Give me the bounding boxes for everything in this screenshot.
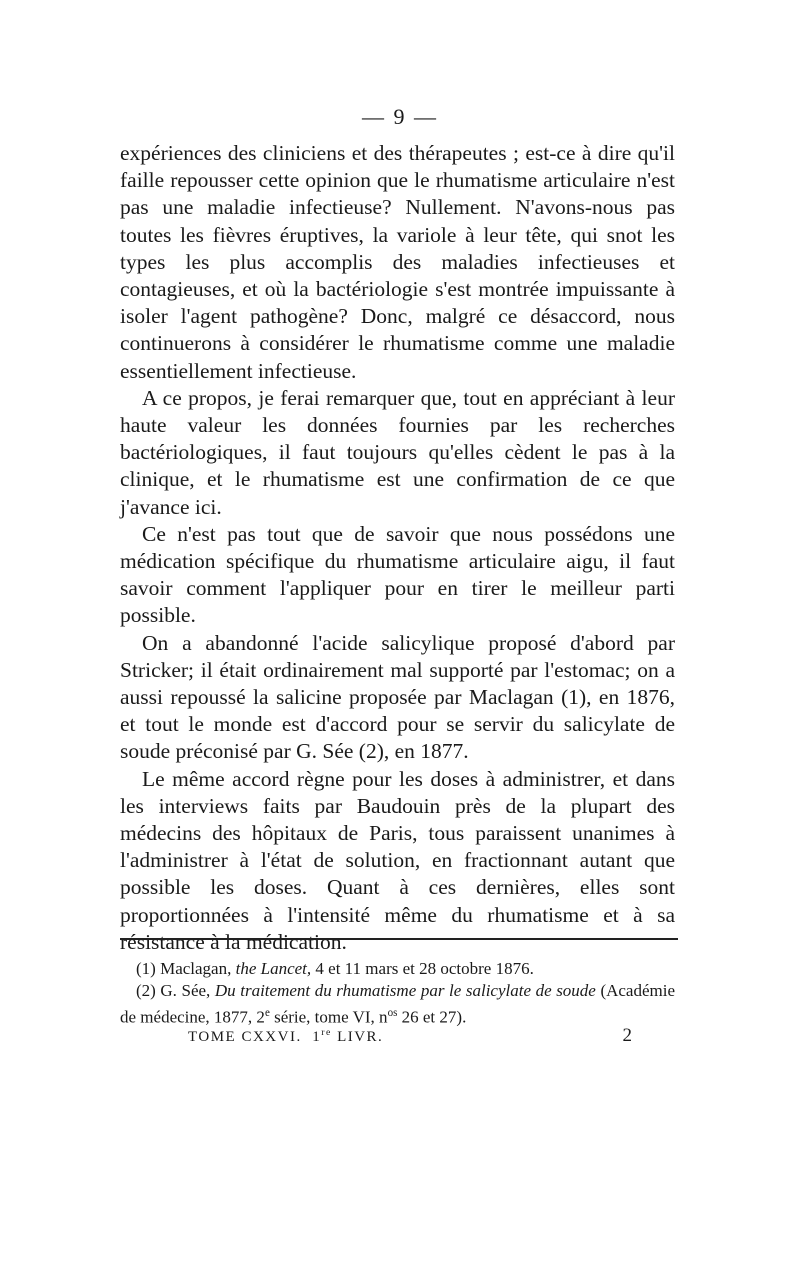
signature-line	[188, 1025, 632, 1047]
signature-tome: TOME CXXVI.	[188, 1029, 302, 1045]
footnote-divider	[120, 938, 678, 940]
footnote-1	[120, 958, 675, 980]
footnote-details: 4 et 11 mars et 28 octobre 1876.	[315, 959, 534, 978]
footnote-details: 26 et 27).	[401, 1007, 467, 1027]
footnote-author: G. Sée,	[160, 981, 211, 1000]
footnote-2	[120, 980, 675, 1029]
footnote-superscript: e	[264, 1007, 270, 1019]
paragraph: On a abandonné l'acide salicylique proposé d'abord par Stricker; il était ordinairement mal supporté par l'estomac; on a aussi repoussé la salicine proposée par Maclagan (1), en 1876, et tout le monde est d'accord pour se servir du salicylate de soude préconisé par G. Sée (2), en 1877.	[120, 630, 675, 764]
signature-livr-num: 1	[312, 1029, 322, 1045]
footnote-details: série, tome VI, n	[274, 1007, 388, 1027]
signature-sheet-number: 2	[622, 1025, 632, 1046]
signature-volume	[188, 1027, 383, 1046]
footnote-marker: (2)	[136, 981, 156, 1000]
page-number: — 9 —	[362, 104, 438, 129]
body-text	[120, 140, 675, 956]
paragraph: expériences des cliniciens et des thérapeutes ; est-ce à dire qu'il faille repousser cette opinion que le rhumatisme articulaire n'est pas une maladie infectieuse? Nullement. N'avons-nous pas toutes les fièvres éruptives, la variole à leur tête, qui snot les types les plus accomplis des maladies infectieuses et contagieuses, et où la bactériologie s'est montrée impuissante à isoler l'agent pathogène? Donc, malgré ce désaccord, nous continuerons à considérer le rhumatisme comme une maladie essentiellement infectieuse.	[120, 141, 675, 383]
footnotes	[120, 958, 675, 1029]
signature-livr-sup: re	[321, 1027, 332, 1038]
footnote-details: (Académie de médecine, 1877, 2	[120, 981, 676, 1027]
footnote-marker: (1)	[136, 959, 156, 978]
paragraph: Ce n'est pas tout que de savoir que nous possédons une médication spécifique du rhumatisme articulaire aigu, il faut savoir comment l'appliquer pour en tirer le meilleur parti possible.	[120, 521, 675, 628]
paragraph: Le même accord règne pour les doses à administrer, et dans les interviews faits par Baudouin près de la plupart des médecins des hôpitaux de Paris, tous paraissent unanimes à l'administrer à l'état de solution, en fractionnant autant que possible les doses. Quant à ces dernières, elles sont proportionnées à l'intensité même du rhumatisme et à sa résistance à la médication.	[120, 766, 675, 954]
footnote-superscript: os	[387, 1007, 398, 1019]
footnote-title: Du traitement du rhumatisme par le salicylate de soude	[214, 981, 596, 1000]
signature-livr-label: LIVR.	[337, 1029, 384, 1045]
footnote-author: Maclagan,	[160, 959, 232, 978]
paragraph: A ce propos, je ferai remarquer que, tout en appréciant à leur haute valeur les données fournies par les recherches bactériologiques, il faut toujours qu'elles cèdent le pas à la clinique, et le rhumatisme est une confirmation de ce que j'avance ici.	[120, 385, 675, 519]
footnote-title: the Lancet,	[235, 959, 312, 978]
